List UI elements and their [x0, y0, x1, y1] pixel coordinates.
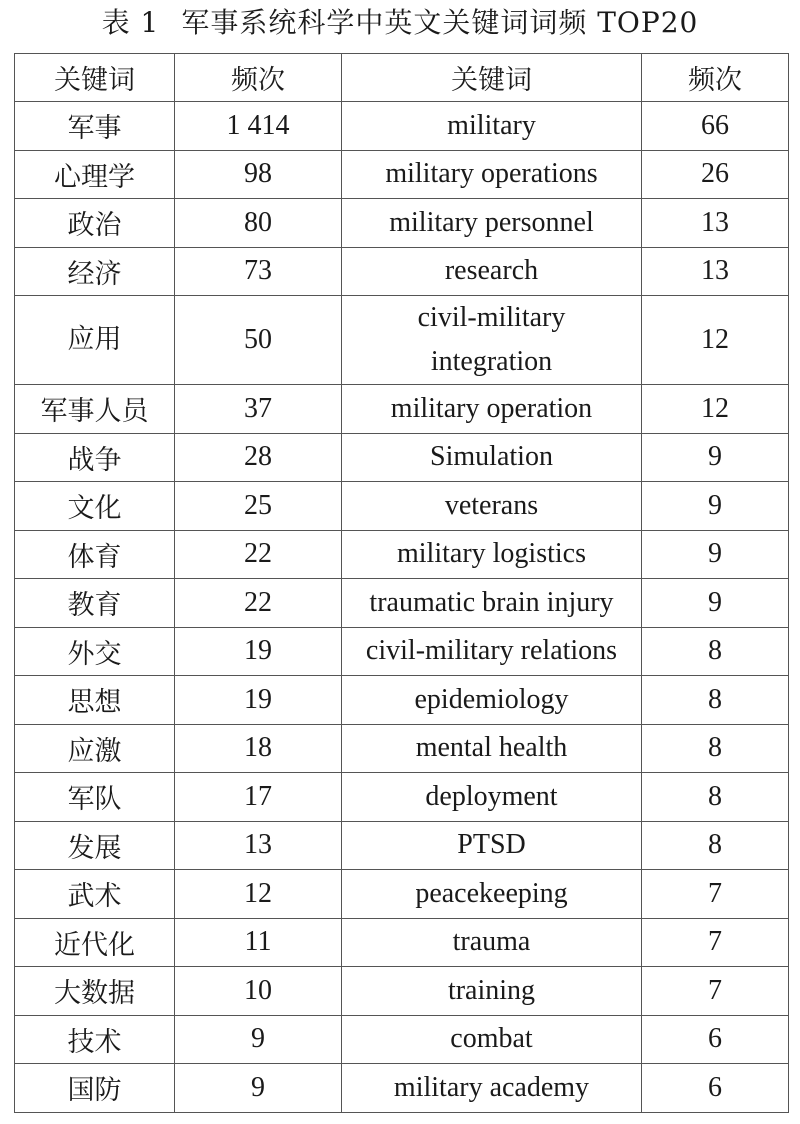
- zh-frequency-cell: 80: [175, 199, 342, 248]
- keyword-frequency-table: [14, 53, 789, 1113]
- table-row: [15, 870, 789, 919]
- zh-frequency-cell: 22: [175, 530, 342, 579]
- table-row: [15, 199, 789, 248]
- zh-keyword-cell: 大数据: [15, 967, 175, 1016]
- zh-frequency-cell: 12: [175, 870, 342, 919]
- table-row: [15, 676, 789, 725]
- en-frequency-cell: 12: [642, 296, 789, 385]
- zh-keyword-cell: 战争: [15, 433, 175, 482]
- table-row: [15, 918, 789, 967]
- en-keyword-cell: military logistics: [342, 530, 642, 579]
- en-keyword-cell: peacekeeping: [342, 870, 642, 919]
- table-row: [15, 102, 789, 151]
- zh-frequency-cell: 50: [175, 296, 342, 385]
- zh-frequency-cell: 9: [175, 1015, 342, 1064]
- table-row: [15, 433, 789, 482]
- zh-frequency-cell: 73: [175, 247, 342, 296]
- zh-keyword-cell: 应激: [15, 724, 175, 773]
- table-row: [15, 1064, 789, 1113]
- zh-keyword-cell: 军事: [15, 102, 175, 151]
- en-frequency-cell: 8: [642, 676, 789, 725]
- header-zh-keyword: 关键词: [15, 54, 175, 102]
- zh-frequency-cell: 98: [175, 150, 342, 199]
- header-en-frequency: 频次: [642, 54, 789, 102]
- en-frequency-cell: 8: [642, 773, 789, 822]
- table-row: [15, 627, 789, 676]
- en-frequency-cell: 8: [642, 821, 789, 870]
- zh-keyword-cell: 军队: [15, 773, 175, 822]
- zh-keyword-cell: 思想: [15, 676, 175, 725]
- table-row: [15, 150, 789, 199]
- zh-frequency-cell: 10: [175, 967, 342, 1016]
- table-title: [0, 0, 800, 46]
- zh-frequency-cell: 37: [175, 385, 342, 434]
- en-keyword-cell: deployment: [342, 773, 642, 822]
- table-number: 表 1: [101, 6, 160, 39]
- en-keyword-cell: trauma: [342, 918, 642, 967]
- zh-frequency-cell: 13: [175, 821, 342, 870]
- zh-keyword-cell: 武术: [15, 870, 175, 919]
- en-frequency-cell: 12: [642, 385, 789, 434]
- en-keyword-cell: Simulation: [342, 433, 642, 482]
- en-frequency-cell: 9: [642, 433, 789, 482]
- en-frequency-cell: 7: [642, 870, 789, 919]
- en-keyword-cell: military: [342, 102, 642, 151]
- en-keyword-cell: mental health: [342, 724, 642, 773]
- en-keyword-cell: PTSD: [342, 821, 642, 870]
- en-keyword-cell: epidemiology: [342, 676, 642, 725]
- zh-keyword-cell: 经济: [15, 247, 175, 296]
- en-keyword-cell: military personnel: [342, 199, 642, 248]
- en-frequency-cell: 26: [642, 150, 789, 199]
- en-frequency-cell: 13: [642, 247, 789, 296]
- en-frequency-cell: 9: [642, 530, 789, 579]
- table-row: [15, 967, 789, 1016]
- en-frequency-cell: 7: [642, 967, 789, 1016]
- en-keyword-cell: research: [342, 247, 642, 296]
- en-frequency-cell: 9: [642, 579, 789, 628]
- zh-keyword-cell: 教育: [15, 579, 175, 628]
- zh-keyword-cell: 文化: [15, 482, 175, 531]
- en-keyword-cell: combat: [342, 1015, 642, 1064]
- zh-keyword-cell: 应用: [15, 296, 175, 385]
- en-frequency-cell: 6: [642, 1015, 789, 1064]
- table-row: [15, 296, 789, 385]
- header-en-keyword: 关键词: [342, 54, 642, 102]
- zh-keyword-cell: 外交: [15, 627, 175, 676]
- en-frequency-cell: 66: [642, 102, 789, 151]
- zh-frequency-cell: 9: [175, 1064, 342, 1113]
- en-keyword-cell: military operation: [342, 385, 642, 434]
- table-row: [15, 385, 789, 434]
- zh-frequency-cell: 18: [175, 724, 342, 773]
- zh-frequency-cell: 11: [175, 918, 342, 967]
- table-row: [15, 773, 789, 822]
- table-row: [15, 482, 789, 531]
- table-row: [15, 724, 789, 773]
- zh-frequency-cell: 19: [175, 676, 342, 725]
- table-row: [15, 821, 789, 870]
- en-frequency-cell: 8: [642, 627, 789, 676]
- en-keyword-cell: traumatic brain injury: [342, 579, 642, 628]
- header-zh-frequency: 频次: [175, 54, 342, 102]
- zh-keyword-cell: 技术: [15, 1015, 175, 1064]
- zh-keyword-cell: 发展: [15, 821, 175, 870]
- zh-frequency-cell: 25: [175, 482, 342, 531]
- en-frequency-cell: 8: [642, 724, 789, 773]
- en-keyword-cell: training: [342, 967, 642, 1016]
- zh-frequency-cell: 17: [175, 773, 342, 822]
- zh-frequency-cell: 19: [175, 627, 342, 676]
- en-frequency-cell: 13: [642, 199, 789, 248]
- en-keyword-cell: civil-military integration: [342, 296, 642, 385]
- zh-keyword-cell: 体育: [15, 530, 175, 579]
- table-row: [15, 247, 789, 296]
- zh-keyword-cell: 政治: [15, 199, 175, 248]
- zh-frequency-cell: 1 414: [175, 102, 342, 151]
- table-row: [15, 579, 789, 628]
- en-frequency-cell: 7: [642, 918, 789, 967]
- table-body: [15, 102, 789, 1113]
- en-keyword-cell: veterans: [342, 482, 642, 531]
- en-keyword-cell: military operations: [342, 150, 642, 199]
- table-row: [15, 1015, 789, 1064]
- table-caption: 军事系统科学中英文关键词词频 TOP20: [181, 6, 699, 39]
- zh-keyword-cell: 近代化: [15, 918, 175, 967]
- header-row: [15, 54, 789, 102]
- zh-keyword-cell: 军事人员: [15, 385, 175, 434]
- en-frequency-cell: 6: [642, 1064, 789, 1113]
- en-keyword-cell: military academy: [342, 1064, 642, 1113]
- en-keyword-cell: civil-military relations: [342, 627, 642, 676]
- zh-keyword-cell: 国防: [15, 1064, 175, 1113]
- table-row: [15, 530, 789, 579]
- zh-frequency-cell: 22: [175, 579, 342, 628]
- en-frequency-cell: 9: [642, 482, 789, 531]
- zh-frequency-cell: 28: [175, 433, 342, 482]
- zh-keyword-cell: 心理学: [15, 150, 175, 199]
